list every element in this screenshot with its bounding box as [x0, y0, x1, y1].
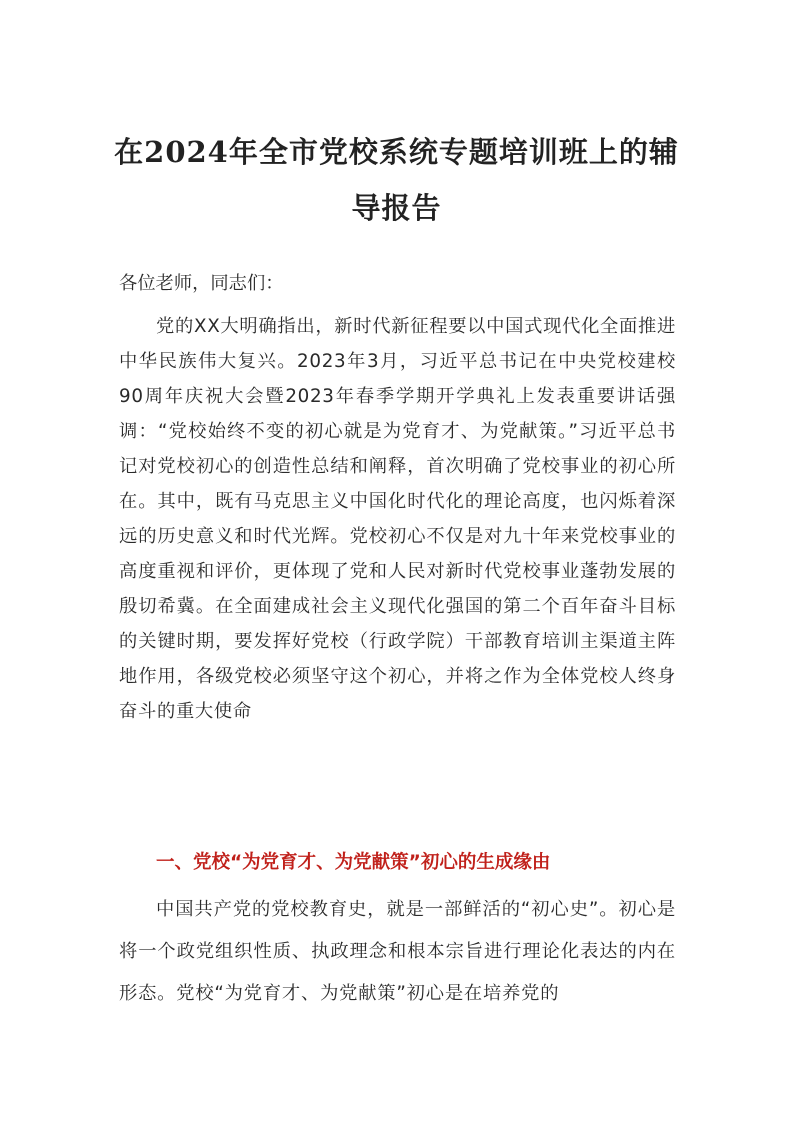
body-paragraph-2: 中国共产党的党校教育史，就是一部鲜活的“初心史”。初心是将一个政党组织性质、执政理念和根本宗旨进行理论化表达的内在形态。党校“为党育才、为党献策”初心是在培养党的	[119, 899, 676, 1004]
body-paragraph-1: 党的XX大明确指出，新时代新征程要以中国式现代化全面推进中华民族伟大复兴。2023年3月，习近平总书记在中央党校建校90周年庆祝大会暨2023年春季学期开学典礼上发表重要讲话强调：“党校始终不变的初心就是为党育才、为党献策。”习近平总书记对党校初心的创造性总结和阐释，首次明确了党校事业的初心所在。其中，既有马克思主义中国化时代化的理论高度，也闪烁着深远的历史意义和时代光辉。党校初心不仅是对九十年来党校事业的高度重视和评价，更体现了党和人民对新时代党校事业蓬勃发展的殷切希冀。在全面建成社会主义现代化强国的第二个百年奋斗目标的关键时期，要发挥好党校（行政学院）干部教育培训主渠道主阵地作用，各级党校必须坚守这个初心，并将之作为全体党校人终身奋斗的重大使命	[119, 316, 676, 722]
section-heading-1: 一、党校“为党育才、为党献策”初心的生成缘由	[156, 852, 551, 873]
document-title-line-2: 导报告	[351, 191, 442, 225]
salutation: 各位老师，同志们：	[119, 273, 284, 294]
document-title-line-1: 在2024年全市党校系统专题培训班上的辅	[114, 135, 679, 169]
